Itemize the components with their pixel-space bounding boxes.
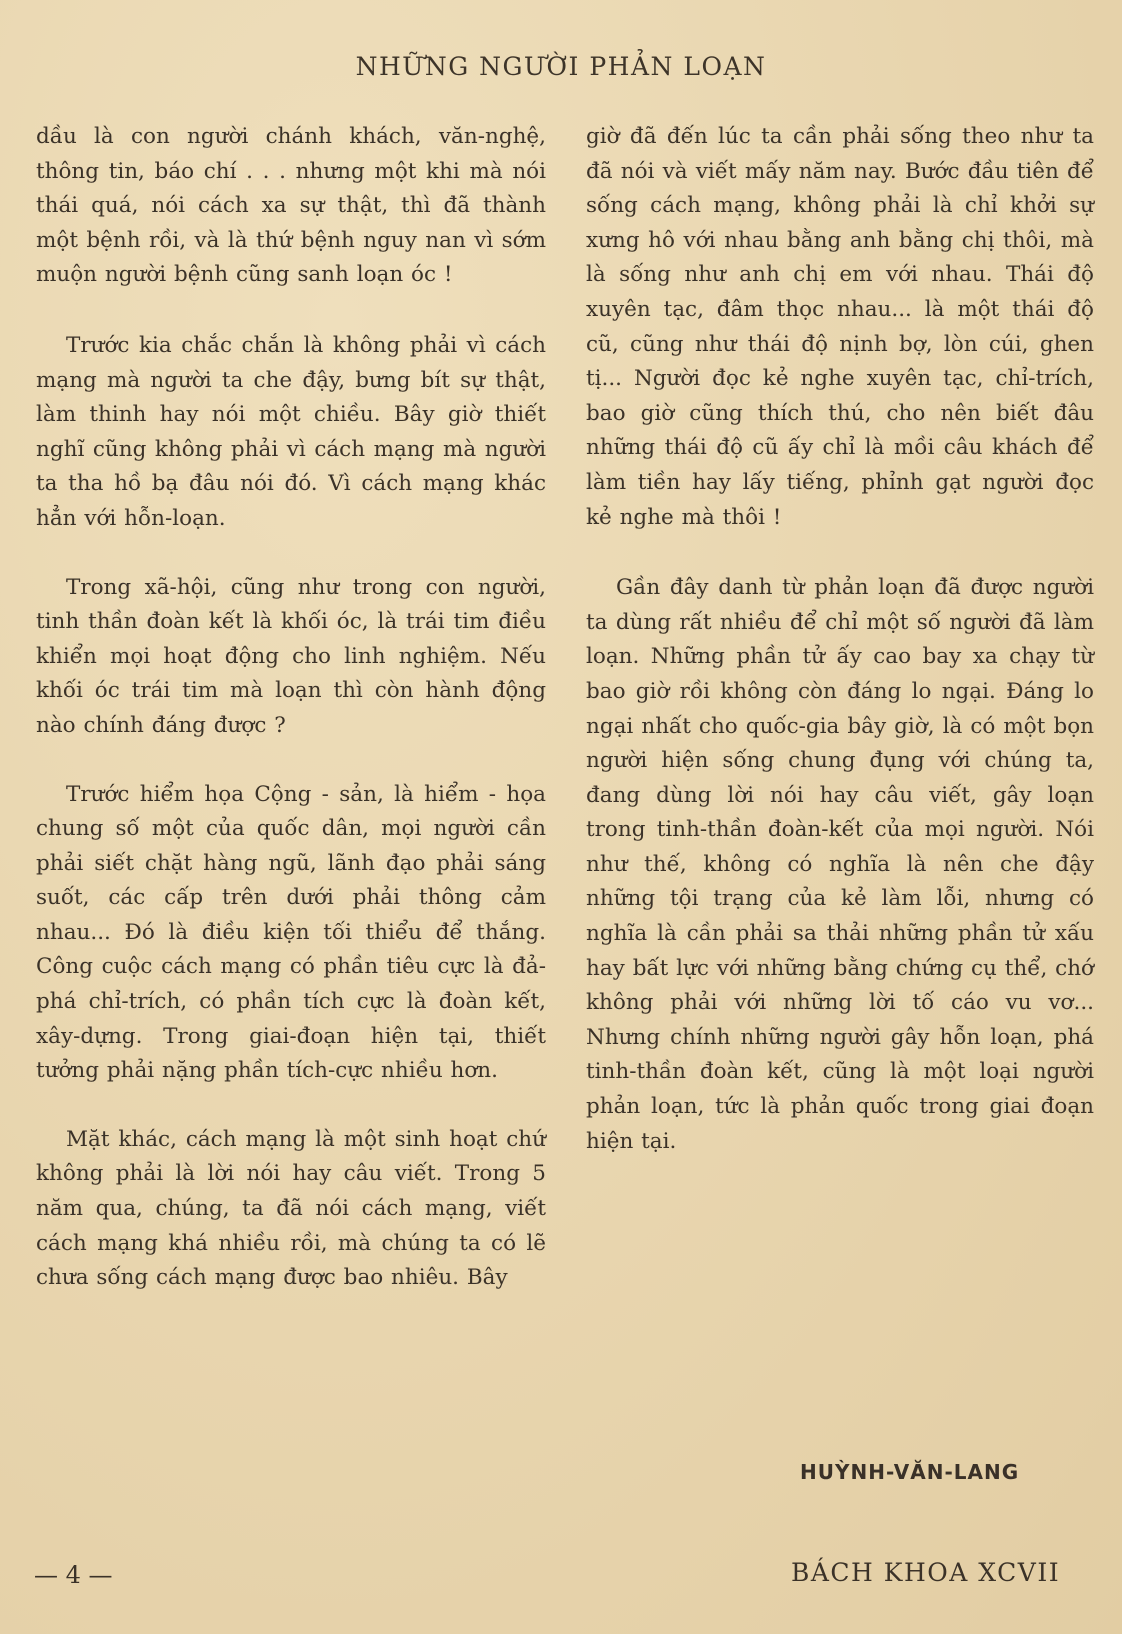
- right-column: [586, 120, 1094, 1193]
- article-author: HUỲNH-VĂN-LANG: [800, 1460, 1020, 1484]
- left-paragraph-1: dầu là con người chánh khách, văn-nghệ, thông tin, báo chí . . . nhưng một khi mà nói thái quá, nói cách xa sự thật, thì đã thành một bệnh rồi, và là thứ bệnh nguy nan vì sớm muộn người bệnh cũng sanh loạn óc !: [36, 124, 546, 288]
- publication-name: BÁCH KHOA XCVII: [791, 1558, 1061, 1587]
- page-header-title: NHỮNG NGƯỜI PHẢN LOẠN: [355, 52, 767, 81]
- left-paragraph-3: Trong xã-hội, cũng như trong con người, tinh thần đoàn kết là khối óc, là trái tim điều khiển mọi hoạt động cho linh nghiệm. Nếu khối óc trái tim mà loạn thì còn hành động nào chính đáng được ?: [36, 574, 546, 738]
- page-number: — 4 —: [34, 1561, 113, 1589]
- left-paragraph-4: Trước hiểm họa Cộng - sản, là hiểm - họa chung số một của quốc dân, mọi người cần phải siết chặt hàng ngũ, lãnh đạo phải sáng suốt, các cấp trên dưới phải thông cảm nhau... Đó là điều kiện tối thiểu để thắng. Công cuộc cách mạng có phần tiêu cực là đả-phá chỉ-trích, có phần tích cực là đoàn kết, xây-dựng. Trong giai-đoạn hiện tại, thiết tưởng phải nặng phần tích-cực nhiều hơn.: [36, 781, 546, 1084]
- left-column: [36, 120, 546, 1330]
- left-paragraph-5: Mặt khác, cách mạng là một sinh hoạt chứ không phải là lời nói hay câu viết. Trong 5 năm qua, chúng, ta đã nói cách mạng, viết cách mạng khá nhiều rồi, mà chúng ta có lẽ chưa sống cách mạng được bao nhiêu. Bây: [36, 1126, 546, 1291]
- left-paragraph-2: Trước kia chắc chắn là không phải vì cách mạng mà người ta che đậy, bưng bít sự thật, làm thinh hay nói một chiều. Bây giờ thiết nghĩ cũng không phải vì cách mạng mà người ta tha hồ bạ đâu nói đó. Vì cách mạng khác hẳn với hỗn-loạn.: [36, 332, 546, 531]
- right-paragraph-1: giờ đã đến lúc ta cần phải sống theo như ta đã nói và viết mấy năm nay. Bước đầu tiên để sống cách mạng, không phải là chỉ khởi sự xưng hô với nhau bằng anh bằng chị thôi, mà là sống như anh chị em với nhau. Thái độ xuyên tạc, đâm thọc nhau... là một thái độ cũ, cũng như thái độ nịnh bợ, lòn cúi, ghen tị... Người đọc kẻ nghe xuyên tạc, chỉ-trích, bao giờ cũng thích thú, cho nên biết đâu những thái độ cũ ấy chỉ là mồi câu khách để làm tiền hay lấy tiếng, phỉnh gạt người đọc kẻ nghe mà thôi !: [586, 124, 1094, 530]
- right-paragraph-2: Gần đây danh từ phản loạn đã được người ta dùng rất nhiều để chỉ một số người đã làm loạn. Những phần tử ấy cao bay xa chạy từ bao giờ rồi không còn đáng lo ngại. Đáng lo ngại nhất cho quốc-gia bây giờ, là có một bọn người hiện sống chung đụng với chúng ta, đang dùng lời nói hay câu viết, gây loạn trong tinh-thần đoàn-kết của mọi người. Nói như thế, không có nghĩa là nên che đậy những tội trạng của kẻ làm lỗi, nhưng có nghĩa là cần phải sa thải những phần tử xấu hay bất lực với những bằng chứng cụ thể, chớ không phải với những lời tố cáo vu vơ... Nhưng chính những người gây hỗn loạn, phá tinh-thần đoàn kết, cũng là một loại người phản loạn, tức là phản quốc trong giai đoạn hiện tại.: [586, 575, 1094, 1154]
